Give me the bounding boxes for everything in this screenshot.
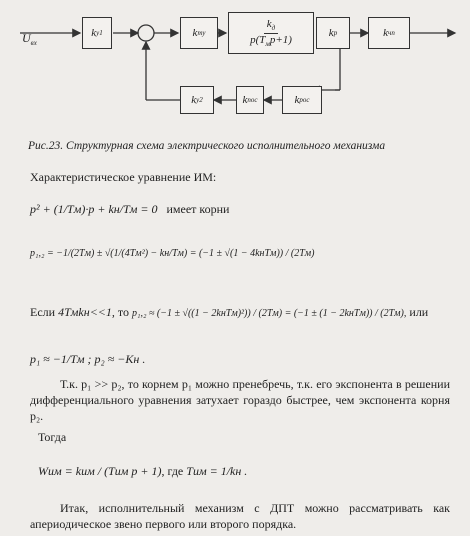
then-line: Тогда bbox=[38, 430, 67, 444]
block-ky1: k у1 bbox=[82, 17, 112, 49]
paragraph-exponent: Т.к. p₁ >> p₂, то корнем p₁ можно пренебречь, т.к. его экспонента в решении дифференциального уравнения затухает гораздо быстрее, чем экспонента корня p₂. bbox=[30, 377, 450, 423]
block-kchp: k чп bbox=[368, 17, 410, 49]
block-diagram bbox=[0, 0, 470, 140]
char-equation: p² + (1/Tм)·p + kн/Tм = 0 bbox=[30, 202, 158, 216]
figure-caption: Рис.23. Структурная схема электрического исполнительного механизма bbox=[28, 140, 386, 152]
wim-formula: Wим = kим / (Tим p + 1) bbox=[38, 464, 162, 478]
tim-formula: Tим = 1/kн . bbox=[186, 464, 248, 478]
block-kd-transfer: $\frac{k_д}{p(T_мp+1)}$ bbox=[228, 12, 314, 54]
block-kty: k ту bbox=[180, 17, 218, 49]
input-signal-label: $U_{вх}$ bbox=[22, 31, 37, 47]
roots-approx: p₁ ≈ −1/Tм ; p₂ ≈ −Kн . bbox=[30, 352, 146, 366]
char-equation-line bbox=[30, 202, 229, 217]
char-eq-heading: Характеристическое уравнение ИМ: bbox=[30, 170, 217, 184]
block-kros: k рос bbox=[282, 86, 322, 114]
has-roots-text: имеет корни bbox=[166, 202, 230, 216]
approximation-line bbox=[30, 305, 428, 320]
approx-formula: p₁,₂ ≈ (−1 ± √((1 − 2kнTм)²)) / (2Tм) = (−1 ± (1 − 2kнTм)) / (2Tм), bbox=[131, 308, 407, 319]
then-word: то bbox=[117, 305, 129, 319]
approx-condition: 4Tмkн<<1, bbox=[58, 305, 115, 319]
or-word: или bbox=[409, 305, 429, 319]
if-word: Если bbox=[30, 305, 56, 319]
block-kp: k р bbox=[316, 17, 350, 49]
roots-formula: p₁,₂ = −1/(2Tм) ± √(1/(4Tм²) − kн/Tм) = (−1 ± √(1 − 4kнTм)) / (2Tм) bbox=[30, 248, 315, 259]
paragraph-conclusion: Итак, исполнительный механизм с ДПТ можно рассматривать как апериодическое звено первого или второго порядка. bbox=[30, 501, 450, 531]
wim-line bbox=[38, 464, 247, 479]
block-kpos: k пос bbox=[236, 86, 264, 114]
where-text: , где bbox=[161, 464, 184, 478]
block-ky2: k у2 bbox=[180, 86, 214, 114]
